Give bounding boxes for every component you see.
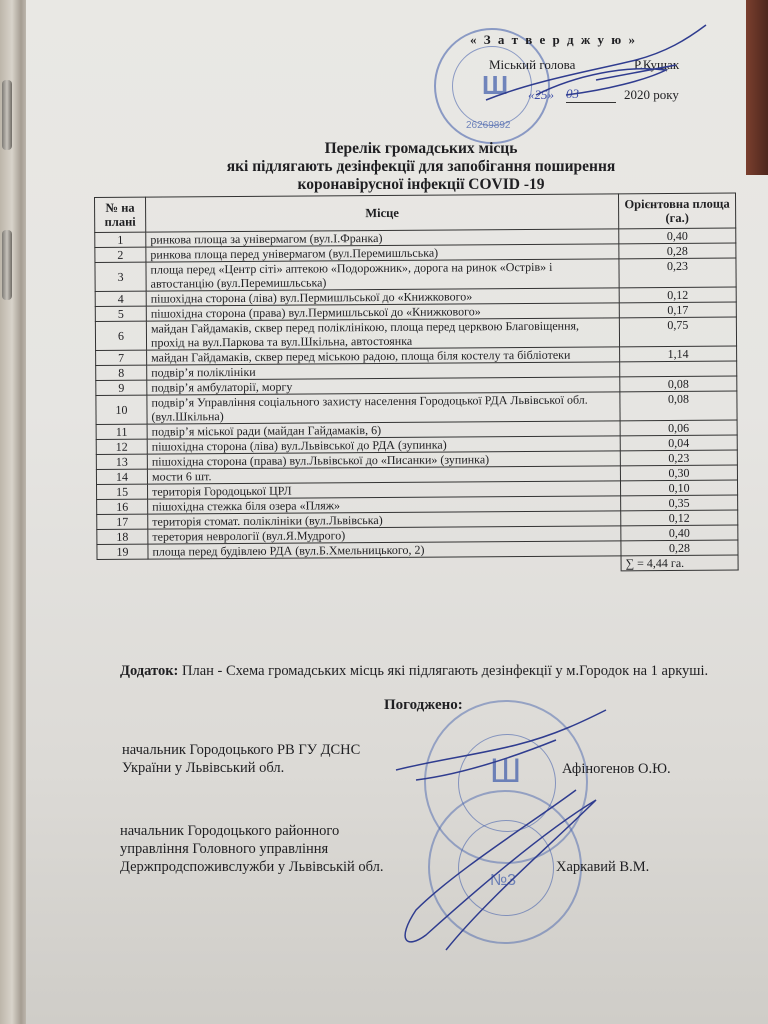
agreed-title: Погоджено: <box>384 697 463 713</box>
signer-1-name: Афіногенов О.Ю. <box>562 761 671 777</box>
table-background <box>746 0 768 175</box>
approval-title: « З а т в е р д ж у ю » <box>470 32 637 47</box>
binder-ring <box>2 230 12 300</box>
approval-name: Р.Кущак <box>634 57 680 72</box>
food-safety-stamp: №3 <box>428 790 582 944</box>
table-header-row <box>95 193 736 232</box>
row-place: територія Городоцької ЦРЛ <box>148 481 621 499</box>
places-table <box>94 193 739 575</box>
row-number: 12 <box>96 439 147 454</box>
table-row <box>95 317 736 350</box>
row-place: подвір’я міської ради (майдан Гайдамаків, 6) <box>147 421 620 439</box>
header-area: Орієнтовна площа (га.) <box>618 193 735 229</box>
row-area: 0,08 <box>620 376 737 392</box>
signer-1-position: начальник Городоцького РВ ГУ ДСНС України у Львівський обл. <box>122 742 361 776</box>
row-place: майдан Гайдамаків, сквер перед поліклінікою, площа перед церквою Благовіщення, прохід на вул.Паркова та вул.Шкільна, автостоянка <box>146 318 619 350</box>
row-number: 13 <box>96 454 147 469</box>
row-area: 1,14 <box>620 346 737 362</box>
row-area: 0,40 <box>619 228 736 244</box>
row-number: 5 <box>95 306 146 321</box>
row-place: ринкова площа за універмагом (вул.І.Франка) <box>146 229 619 247</box>
row-number: 16 <box>97 499 148 514</box>
approval-date-year: 2020 року <box>624 87 679 102</box>
row-place: площа перед «Центр сіті» аптекою «Подорожник», дорога на ринок «Острів» і автостанцію (вул.Перемишльська) <box>146 259 619 291</box>
row-place: ринкова площа перед універмагом (вул.Перемишльська) <box>146 244 619 262</box>
document-title: Перелік громадських місць які підлягають дезінфекції для запобігання поширення коронавірусної інфекції COVID -19 <box>226 140 616 193</box>
row-area: 0,28 <box>619 243 736 259</box>
signer-2-name: Харкавий В.М. <box>556 859 650 875</box>
header-num: № на плані <box>95 197 146 232</box>
trident-icon: Ш <box>490 752 522 790</box>
addendum-text: План - Схема громадських місць які підлягають дезінфекції у м.Городок на 1 аркуші. <box>178 663 709 679</box>
approval-date-month: 03 <box>566 86 616 103</box>
addendum-label: Додаток: <box>120 663 179 679</box>
row-area: 0,08 <box>620 391 737 421</box>
row-place: площа перед будівлею РДА (вул.Б.Хмельницького, 2) <box>148 541 621 559</box>
agreement-signatures <box>356 700 636 980</box>
total-area: ∑ = 4,44 га. <box>621 555 738 571</box>
row-area: 0,30 <box>620 465 737 481</box>
row-place: пішохідна стежка біля озера «Пляж» <box>148 496 621 514</box>
row-number: 14 <box>96 469 147 484</box>
row-area: 0,06 <box>620 420 737 436</box>
row-area: 0,75 <box>619 317 736 347</box>
row-area: 0,35 <box>621 495 738 511</box>
header-place: Місце <box>146 194 619 232</box>
row-area: 0,23 <box>620 450 737 466</box>
row-area: 0,04 <box>620 435 737 451</box>
row-number: 1 <box>95 232 146 247</box>
mayor-signature <box>476 20 716 120</box>
row-number: 18 <box>97 529 148 544</box>
row-place: територія стомат. поліклініки (вул.Львівська) <box>148 511 621 529</box>
row-place: мости 6 шт. <box>147 466 620 484</box>
binder-ring <box>2 80 12 150</box>
row-area: 0,23 <box>619 258 736 288</box>
row-number: 6 <box>95 321 146 350</box>
row-place: пішохідна сторона (права) вул.Львівської до «Писанки» (зупинка) <box>147 451 620 469</box>
row-number: 11 <box>96 424 147 439</box>
row-place: теретория неврології (вул.Я.Мудрого) <box>148 526 621 544</box>
approval-position: Міський голова <box>489 57 576 72</box>
row-area: 0,28 <box>621 540 738 556</box>
approval-date-day: «25» <box>528 87 554 102</box>
row-area <box>620 361 737 377</box>
row-place: подвір’я Управління соціального захисту населення Городоцької РДА Львівської обл. (вул.Шкільна) <box>147 392 620 424</box>
table-row <box>95 258 736 291</box>
row-place: пішохідна сторона (права) вул.Пермишльської до «Книжкового» <box>146 303 619 321</box>
row-number: 15 <box>97 484 148 499</box>
row-area: 0,40 <box>621 525 738 541</box>
row-number: 19 <box>97 544 148 559</box>
row-area: 0,12 <box>621 510 738 526</box>
row-area: 0,10 <box>620 480 737 496</box>
row-place: подвір’я амбулаторії, моргу <box>147 377 620 395</box>
trident-icon: Ш <box>482 70 509 100</box>
row-place: пішохідна сторона (ліва) вул.Пермишльської до «Книжкового» <box>146 288 619 306</box>
row-area: 0,12 <box>619 287 736 303</box>
row-number: 10 <box>96 395 147 424</box>
signer-2-position: начальник Городоцького районного управління Головного управління Держпродспоживслужби у Львівській обл. <box>120 823 384 875</box>
row-place: пішохідна сторона (ліва) вул.Львівської до РДА (зупинка) <box>147 436 620 454</box>
row-number: 4 <box>95 291 146 306</box>
row-area: 0,17 <box>619 302 736 318</box>
document-page <box>26 0 768 1024</box>
row-number: 2 <box>95 247 146 262</box>
table-row <box>96 391 737 424</box>
row-place: подвір’я поліклініки <box>147 362 620 380</box>
row-number: 17 <box>97 514 148 529</box>
row-number: 9 <box>96 380 147 395</box>
city-council-stamp: Ш 26269892 <box>434 28 550 144</box>
row-number: 8 <box>96 365 147 380</box>
row-place: майдан Гайдамаків, сквер перед міською радою, площа біля костелу та бібліотеки <box>147 347 620 365</box>
addendum <box>100 662 750 680</box>
row-number: 3 <box>95 262 146 291</box>
row-number: 7 <box>96 350 147 365</box>
